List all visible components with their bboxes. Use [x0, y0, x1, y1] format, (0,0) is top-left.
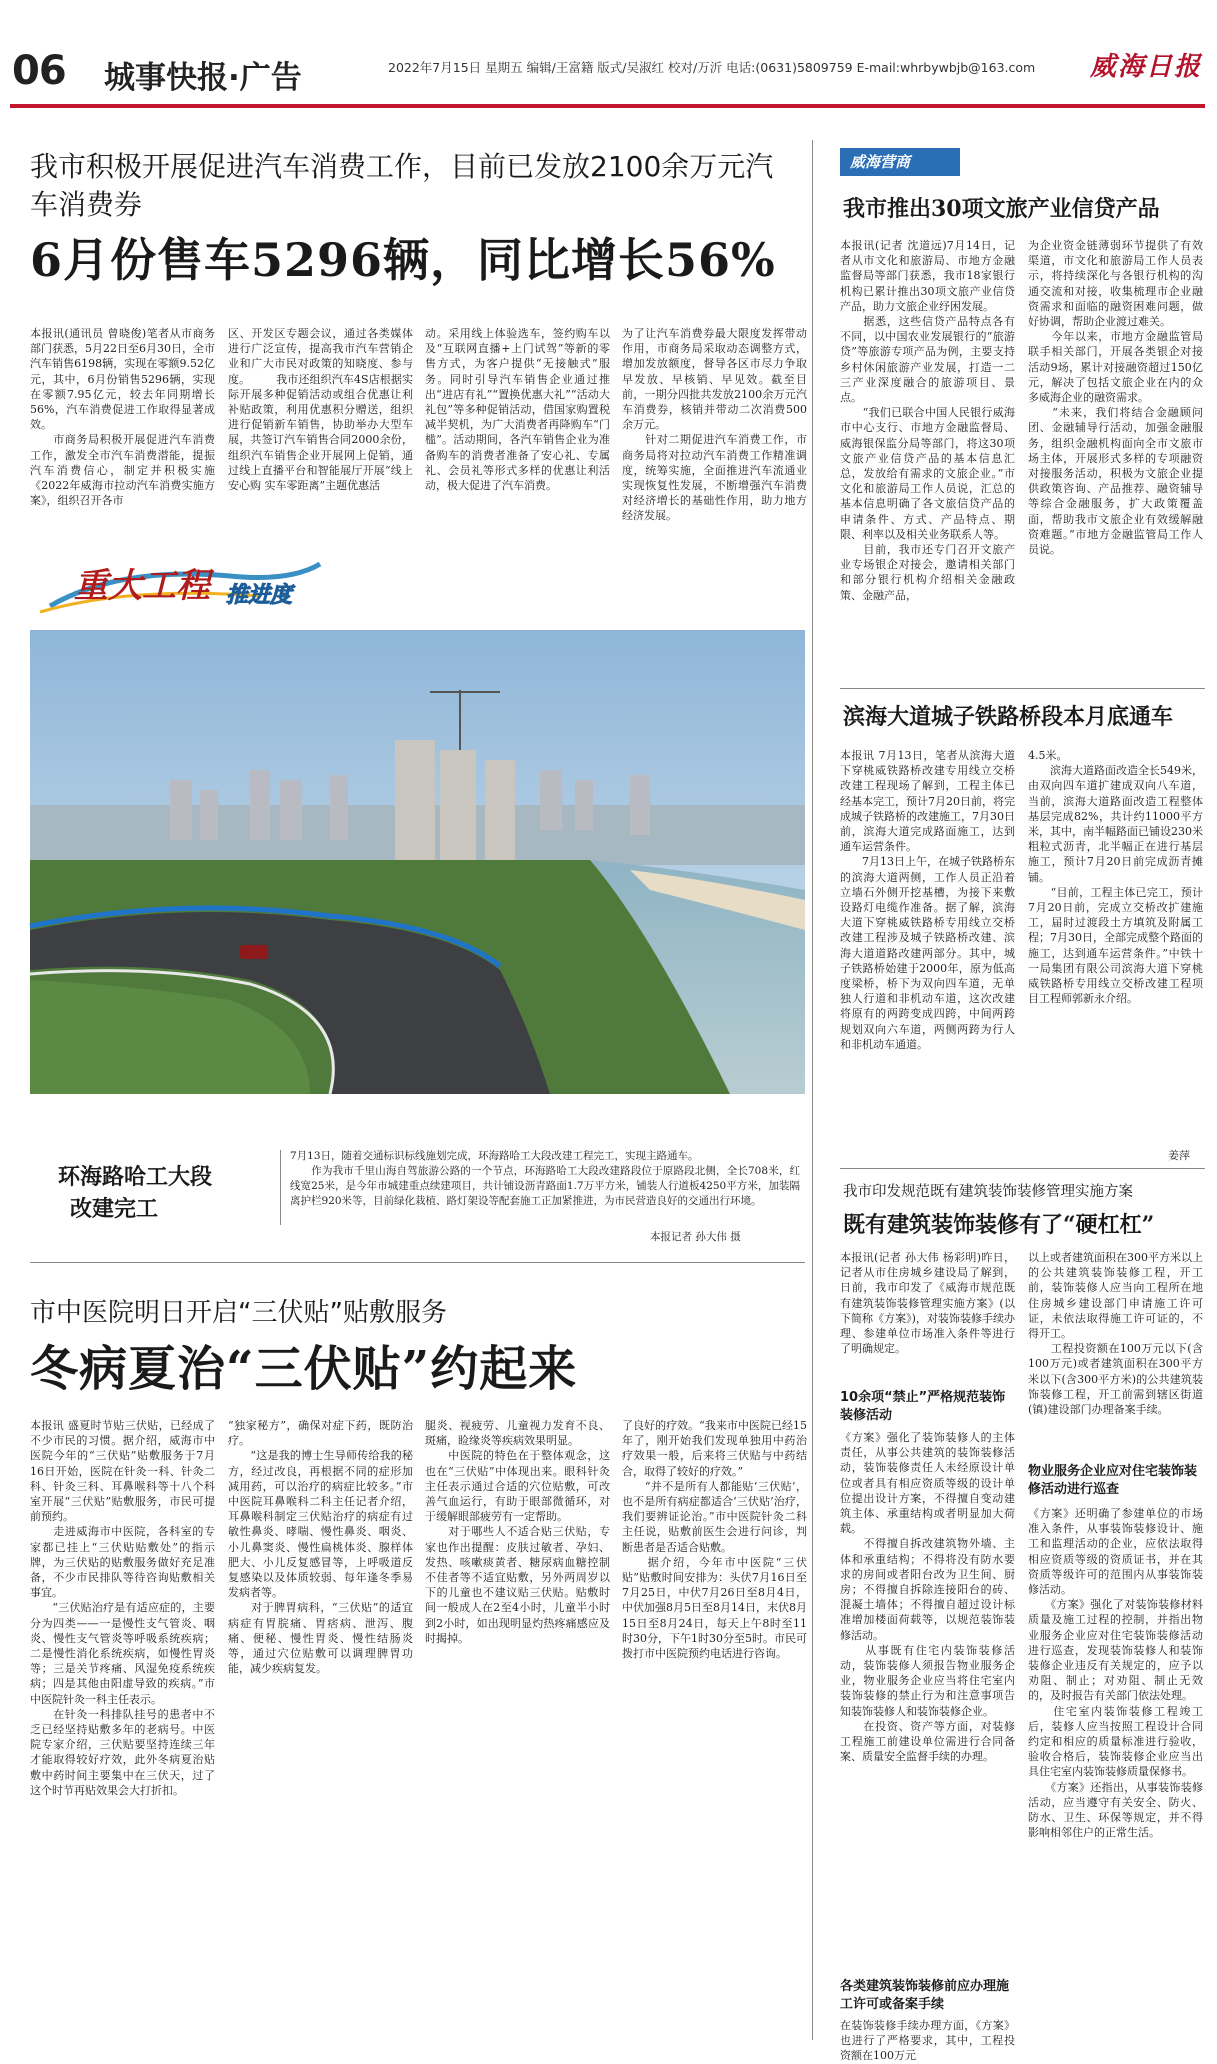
- decoration-headline: 既有建筑装饰装修有了“硬杠杠”: [843, 1212, 1155, 1238]
- page-number: 06: [12, 48, 66, 94]
- road-caption: 7月13日，随着交通标识标线施划完成，环海路哈工大段改建工程完工，实现主路通车。 作为我市千里山海自驾旅游公路的一个节点，环海路哈工大段改建路段位于原路段北侧，全长708米，红线宽25米，是今年市城建重点续建项目，共计铺设沥青路面1.7万平方米，铺装人行道板4250平方米，加装隔离护栏920米等，目前绿化栽植、路灯架设等配套施工正加紧推进，为市民营造良好的交通出行环境。: [290, 1150, 800, 1207]
- decoration-col-2: 以上或者建筑面积在300平方米以上的公共建筑装饰装修工程，开工前，装饰装修人应当向工程所在地住房城乡建设部门申请施工许可证，未依法取得施工许可证的，不得开工。 工程投资额在100万元以下(含100万元)或者建筑面积在300平方米以下(含300平方米)的公共建筑装饰装修工程，开工前需到辖区街道(镇)建设部门办理备案手续。: [1028, 1251, 1203, 1417]
- decoration-subhead-3: 各类建筑装饰装修前应办理施工许可或备案手续: [840, 1979, 1010, 2012]
- car-col-2: 区、开发区专题会议，通过各类媒体进行广泛宣传，提高我市汽车营销企业和广大市民对政策的知晓度、参与度。 我市还组织汽车4S店根据实际开展多种促销活动或组合优惠让利补贴政策，利用优惠积分赠送，组织进行促销新车销售，协助举办大型车展，共签订汽车销售合同2000余份，组织汽车销售企业开展网上促销，通过线上直播平台和智能展厅开展“线上安心购 实车零距离”主题优惠活: [228, 327, 413, 493]
- issue-meta: 2022年7月15日 星期五 编辑/王富籍 版式/吴淑红 校对/万沂 电话:(0631)5809759 E-mail:whrbywbjb@163.com: [388, 60, 1036, 75]
- decoration-col-4: 《方案》还明确了参建单位的市场准入条件，从事装饰装修设计、施工和监理活动的企业，应依法取得相应资质等级的资质证书，并在其资质等级许可的范围内从事装饰装修活动。 《方案》强化了对装饰装修材料质量及施工过程的控制，并指出物业服务企业应对住宅装饰装修活动进行巡查，发现装饰装修人和装饰装修企业违反有关规定的，应予以劝阻、制止；对劝阻、制止无效的，及时报告有关部门依法处理。 住宅室内装饰装修工程竣工后，装修人应当按照工程设计合同约定和相应的质量标准进行验收，验收合格后，装饰装修企业应当出具住宅室内装饰装修质量保修书。 《方案》还指出，从事装饰装修活动，应当遵守有关安全、防火、防水、卫生、环保等规定，并不得影响相邻住户的正常生活。: [1028, 1507, 1203, 1840]
- right-divider-2: [840, 1168, 1205, 1169]
- decoration-col-5: 在装饰装修手续办理方面，《方案》也进行了严格要求，其中，工程投资额在100万元: [840, 2019, 1015, 2063]
- road-title-line2: 改建完工: [70, 1196, 159, 1222]
- caption-divider: [280, 1150, 281, 1225]
- railway-byline: 姜萍: [1168, 1149, 1190, 1162]
- road-title-line1: 环海路哈工大段: [58, 1164, 213, 1190]
- masthead: [0, 0, 1217, 128]
- brand-tag: [840, 148, 960, 176]
- decoration-col-3: 《方案》强化了装饰装修人的主体责任，从事公共建筑的装饰装修活动，装饰装修责任人未经原设计单位或者具有相应资质等级的设计单位提出设计方案，不得擅自变动建筑主体、承重结构或者明显加大荷载。 不得擅自拆改建筑物外墙、主体和承重结构；不得将没有防水要求的房间或者阳台改为卫生间、厨房；不得擅自拆除连接阳台的砖、混凝土墙体；不得擅自超过设计标准增加楼面荷载等，以规范装饰装修活动。 从事既有住宅内装饰装修活动，装饰装修人须报告物业服务企业，物业服务企业应当将住宅室内装饰装修的禁止行为和注意事项告知装饰装修人和装饰装修企业。 在投资、资产等方面，对装修工程施工前建设单位需进行合同备案、质量安全监督手续的办理。: [840, 1431, 1015, 1764]
- tcm-col-3: 腿炎、视疲劳、儿童视力发育不良、斑痛，睑缘炎等疾病效果明显。 中医院的特色在于整体观念，这也在“三伏贴”中体现出来。眼科针灸主任表示通过合适的穴位贴敷，可改善气血运行，有助于眼部微循环，对于缓解眼部疲劳有一定帮助。 对于哪些人不适合贴三伏贴，专家也作出提醒：皮肤过敏者、孕妇、发热、咳嗽痰黄者、糖尿病血糖控制不佳者等不适宜贴敷，另外两周岁以下的儿童也不建议贴三伏贴。贴敷时间一般成人在2至4小时，儿童半小时到2小时，如出现明显灼热疼痛感应及时揭掉。: [425, 1419, 610, 1645]
- section-title: 城事快报·广告: [104, 60, 302, 96]
- cultural-headline: 我市推出30项文旅产业信贷产品: [843, 196, 1160, 222]
- tcm-kicker: 市中医院明日开启“三伏贴”贴敷服务: [30, 1298, 447, 1328]
- banner-title: 重大工程: [74, 566, 210, 606]
- decoration-subhead-1: 10余项“禁止”严格规范装饰装修活动: [840, 1390, 1006, 1423]
- tcm-col-4: 了良好的疗效。“我来市中医院已经15年了，刚开始我们发现单独用中药治疗效果一般，后来将三伏贴与中药结合，取得了较好的疗效。” “并不是所有人都能贴‘三伏贴’，也不是所有病症都适合‘三伏贴’治疗，我们要辨证论治。”市中医院针灸二科主任说，贴敷前医生会进行问诊，判断患者是否适合贴敷。 据介绍，今年市中医院“三伏贴”贴敷时间安排为：头伏7月16日至7月25日，中伏7月26日至8月4日，中伏加强8月5日至8月14日，末伏8月15日至8月24日，每天上午8时至11时30分，下午1时30分至5时。市民可拨打市中医院预约电话进行咨询。: [622, 1419, 807, 1661]
- right-divider-1: [840, 688, 1205, 689]
- railway-col-1: 本报讯 7月13日，笔者从滨海大道下穿桃威铁路桥改建专用线立交桥改建工程现场了解到，工程主体已经基本完工，预计7月20日前，将完成城子铁路桥的改建施工，7月30日前，滨海大道完成路面施工，达到通车运营条件。 7月13日上午，在城子铁路桥东的滨海大道两侧，工作人员正沿着立墙石外侧开挖基槽，为接下来敷设路灯电缆作准备。据了解，滨海大道下穿桃威铁路桥专用线立交桥改建工程涉及城子铁路桥改建、滨海大道道路改建两部分。其中，城子铁路桥始建于2000年，原为低高度梁桥，桥下为双向四车道，无单独人行道和非机动车道，这次改建将原有的两跨变成四跨，中间两跨规划双向六车道，两侧两跨为行人和非机动车通道。: [840, 749, 1015, 1051]
- road-photo-credit: 本报记者 孙大伟 摄: [650, 1231, 741, 1243]
- cultural-col-1: 本报讯(记者 沈道远)7月14日，记者从市文化和旅游局、市地方金融监督局等部门获悉，我市18家银行机构已累计推出30项文旅产业信贷产品，助力文旅企业纾困发展。 据悉，这些信贷产品特点各有不同，以中国农业发展银行的“旅游贷”等旅游专项产品为例，主要支持乡村休闲旅游产业发展，打造一二三产业深度融合的旅游项目、景点。 “我们已联合中国人民银行威海市中心支行、市地方金融监督局、威海银保监分局等部门，将这30项文旅产业信贷产品的基本信息汇总，发放给有需求的文旅企业。”市文化和旅游局工作人员说，汇总的基本信息明确了各文旅信贷产品的申请条件、方式、产品特点、期限、利率以及相关业务联系人等。 目前，我市还专门召开文旅产业专场银企对接会，邀请相关部门和部分银行机构介绍相关金融政策、金融产品，: [840, 239, 1015, 602]
- car-col-1: 本报讯(通讯员 曾晓俊)笔者从市商务部门获悉，5月22日至6月30日，全市汽车销售6198辆，实现在零额9.52亿元，其中，6月份销售5296辆，实现在零额7.95亿元，较去年同期增长56%，汽车消费促进工作取得显著成效。 市商务局积极开展促进汽车消费工作，激发全市汽车消费潜能，提振汽车消费信心，制定并积极实施《2022年威海市拉动汽车消费实施方案》，组织召开各市: [30, 327, 215, 508]
- car-col-4: 为了让汽车消费券最大限度发挥带动作用，市商务局采取动态调整方式，增加发放额度，督导各区市尽力争取早发放、早核销、早见效。截至目前，一期分四批共发放2100余万元汽车消费券，核销并带动二次消费500余万元。 针对二期促进汽车消费工作，市商务局将对拉动汽车消费工作精准调度，统筹实施，全面推进汽车流通业实现恢复性发展，不断增强汽车消费对经济增长的基础性作用，助力地方经济发展。: [622, 327, 807, 523]
- tcm-col-1: 本报讯 盛夏时节贴三伏贴，已经成了不少市民的习惯。据介绍，威海市中医院今年的“三伏贴”贴敷服务于7月16日开始，医院在针灸一科、针灸二科、针灸三科、耳鼻喉科等十八个科室开展“三伏贴”贴敷服务，市民可提前预约。 走进威海市中医院，各科室的专家都已挂上“三伏贴贴敷处”的指示牌，为三伏贴的贴敷服务做好充足准备，不少市民排队等待咨询贴敷相关事宜。 “三伏贴治疗是有适应症的，主要分为四类——一是慢性支气管炎、咽炎、慢性支气管炎等呼吸系统疾病；二是慢性消化系统疾病，如慢性胃炎等；三是关节疼痛、风湿免疫系统疾病；四是其他由阳虚导致的疾病。”市中医院针灸一科主任表示。 在针灸一科排队挂号的患者中不乏已经坚持贴敷多年的老病号。中医院专家介绍，三伏贴要坚持连续三年才能取得较好疗效，此外冬病夏治贴敷中药时间主要集中在三伏天，过了这个时节再贴效果会大打折扣。: [30, 1419, 215, 1797]
- banner-subtitle: 推进度: [226, 582, 293, 608]
- railway-col-2: 4.5米。 滨海大道路面改造全长549米，由双向四车道扩建成双向八车道，当前，滨海大道路面改造工程整体基层完成82%，共计约11000平方米，其中，南半幅路面已铺设230米粗粒式沥青，北半幅正在进行基层施工，预计7月20日前完成沥青摊铺。 “目前，工程主体已完工，预计7月20日前，完成立交桥改扩建施工，届时过渡段土方填筑及附属工程；7月30日，全部完成整个路面的施工，达到通车运营条件。”中铁十一局集团有限公司滨海大道下穿桃威铁路桥专用线立交桥改建工程项目工程师郭新永介绍。: [1028, 749, 1203, 1006]
- project-banner: [30, 556, 330, 618]
- brand-tag-label: 威海营商: [850, 153, 911, 171]
- newspaper-logo: 威海日报: [1090, 52, 1203, 82]
- decoration-col-1: 本报讯(记者 孙大伟 杨彩明)昨日，记者从市住房城乡建设局了解到，日前，我市印发了《威海市规范既有建筑装饰装修管理实施方案》(以下简称《方案》)，对装饰装修手续办理、参建单位市场准入条件等进行了明确规定。: [840, 1251, 1015, 1356]
- cultural-col-2: 为企业资金链薄弱环节提供了有效渠道，市文化和旅游局工作人员表示，将持续深化与各银行机构的沟通交流和对接，收集梳理市企业融资需求和面临的融资困难问题，做好协调，帮助企业渡过难关。 今年以来，市地方金融监管局联手相关部门，开展各类银企对接活动9场，累计对接融资超过150亿元，解决了包括文旅企业在内的众多威海企业的融资需求。 “未来，我们将结合金融顾问团、金融辅导行活动，加强金融服务，组织金融机构面向全市文旅市场主体，开展形式多样的专项融资对接服务活动，积极为文旅企业提供政策咨询、产品推荐、融资辅导等综合金融服务，扩大政策覆盖面，帮助我市文旅企业有效缓解融资难题。”市地方金融监管局工作人员说。: [1028, 239, 1203, 557]
- decoration-kicker: 我市印发规范既有建筑装饰装修管理实施方案: [843, 1184, 1133, 1200]
- railway-headline: 滨海大道城子铁路桥段本月底通车: [843, 704, 1174, 730]
- tcm-headline: 冬病夏治“三伏贴”约起来: [30, 1341, 578, 1397]
- car-col-3: 动。采用线上体验选车，签约购车以及“互联网直播+上门试驾”等新的零售方式，为客户提供“无接触式”服务。同时引导汽车销售企业通过推出“进店有礼”“置换优惠大礼”“活动大礼包”等多种促销活动，借国家购置税减半契机，为广大消费者再降购车“门槛”。活动期间，各汽车销售企业为准备购车的消费者准备了安心礼、专属礼、会员礼等形式多样的优惠让利活动，极大促进了汽车消费。: [425, 327, 610, 493]
- coastal-road-image: [30, 630, 805, 1094]
- column-divider: [812, 140, 813, 2040]
- car-headline: 6月份售车5296辆，同比增长56%: [30, 233, 776, 287]
- tcm-col-2: “独家秘方”，确保对症下药，既防治疗。 “这是我的博士生导师传给我的秘方，经过改良，再根据不同的症形加减用药，可以治疗的病症比较多。”市中医院耳鼻喉科二科主任记者介绍，耳鼻喉科制定三伏贴治疗的病症有过敏性鼻炎、哮喘、慢性鼻炎、咽炎、小儿鼻窦炎、慢性扁桃体炎、腺样体肥大、小儿反复感冒等，上呼吸道反复感染以及体质较弱、每年逢冬季易发病者等。 对于脾胃病科，“三伏贴”的适宜病症有胃脘痛、胃痞病、泄泻、腹痛、便秘、慢性胃炎、慢性结肠炎等，通过穴位贴敷可以调理脾胃功能，减少疾病复发。: [228, 1419, 413, 1676]
- road-photo: [30, 630, 805, 1094]
- masthead-rule: [10, 104, 1205, 108]
- decoration-subhead-2: 物业服务企业应对住宅装饰装修活动进行巡查: [1028, 1464, 1198, 1497]
- car-kicker: 我市积极开展促进汽车消费工作，目前已发放2100余万元汽车消费券: [30, 150, 774, 221]
- section-divider: [30, 1262, 805, 1263]
